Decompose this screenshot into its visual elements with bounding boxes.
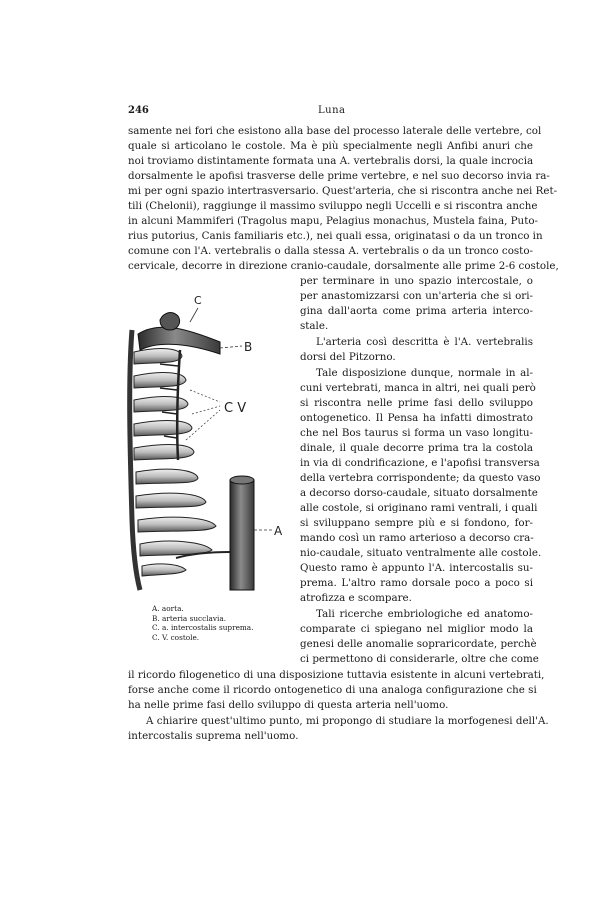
body-line: comparate ci spiegano nel miglior modo la — [300, 623, 533, 635]
body-line: dinale, il quale decorre prima tra la costola — [300, 442, 533, 454]
body-line: nio-caudale, situato ventralmente alle costole. — [300, 547, 542, 559]
body-line: A chiarire quest'ultimo punto, mi propongo di studiare la morfogenesi dell'A. — [146, 715, 549, 727]
body-line: cervicale, decorre in direzione cranio-caudale, dorsalmente alle prime 2-6 costole, — [128, 260, 559, 272]
page-number: 246 — [128, 105, 149, 116]
body-line: samente nei fori che esistono alla base del processo laterale delle vertebre, col — [128, 125, 542, 137]
body-line: prema. L'altro ramo dorsale poco a poco si — [300, 577, 533, 589]
running-title: Luna — [318, 105, 346, 116]
body-line: ha nelle prime fasi dello sviluppo di questa arteria nell'uomo. — [128, 699, 449, 711]
body-line: intercostalis suprema nell'uomo. — [128, 730, 299, 742]
body-line: dorsi del Pitzorno. — [300, 351, 396, 363]
body-line: il ricordo filogenetico di una disposizione tuttavia esistente in alcuni vertebrati, — [128, 669, 545, 681]
body-line: atrofizza e scompare. — [300, 592, 412, 604]
body-line: gina dall'aorta come prima arteria interco- — [300, 305, 533, 317]
legend-item: B. arteria succlavia. — [152, 613, 227, 623]
body-line: quale si articolano le costole. Ma è più specialmente negli Anfibi anuri che — [128, 140, 533, 152]
body-line: che nel Bos taurus si forma un vaso longitu- — [300, 427, 533, 439]
body-line: noi troviamo distintamente formata una A. vertebralis dorsi, la quale incrocia — [128, 155, 534, 167]
legend-item: C. V. costole. — [152, 632, 200, 642]
body-line: in via di condrificazione, e l'apofisi transversa — [300, 457, 540, 469]
body-line: comune con l'A. vertebralis o dalla stessa A. vertebralis o da un tronco costo- — [128, 245, 533, 257]
figure-label-c: C — [194, 294, 202, 307]
body-line: stale. — [300, 320, 329, 332]
aorta — [230, 480, 254, 590]
body-line: si riscontra nelle prime fasi dello sviluppo — [300, 397, 533, 409]
body-line: L'arteria così descritta è l'A. vertebralis — [316, 336, 533, 348]
body-line: mi per ogni spazio intertrasversario. Quest'arteria, che si riscontra anche nei Ret- — [128, 185, 558, 197]
costocervical-trunk — [160, 313, 180, 330]
figure-illustration — [120, 290, 290, 602]
body-line: Tali ricerche embriologiche ed anatomo- — [316, 608, 533, 620]
figure-legend — [152, 604, 253, 642]
body-line: cuni vertebrati, manca in altri, nei quali però — [300, 382, 536, 394]
body-line: alle costole, si originano rami ventrali, i quali — [300, 502, 538, 514]
page-header — [128, 105, 533, 121]
body-line: a decorso dorso-caudale, situato dorsalmente — [300, 487, 538, 499]
body-line: della vertebra corrispondente; da questo vaso — [300, 472, 541, 484]
figure-label-cv: C V — [224, 401, 247, 416]
body-line: Tale disposizione dunque, normale in al- — [316, 367, 533, 379]
figure-label-a: A — [274, 524, 283, 538]
ribs — [134, 349, 216, 576]
body-line: per anastomizzarsi con un'arteria che si ori- — [300, 290, 533, 302]
body-line: dorsalmente le apofisi trasverse delle prime vertebre, e nel suo decorso invia ra- — [128, 170, 550, 182]
body-line: mando così un ramo arterioso a decorso cra- — [300, 532, 534, 544]
body-line: rius putorius, Canis familiaris etc.), nei quali essa, originatasi o da un tronco in — [128, 230, 543, 242]
body-line: ci permettono di considerarle, oltre che come — [300, 653, 539, 665]
legend-item: C. a. intercostalis suprema. — [152, 623, 254, 632]
figure-label-b: B — [244, 340, 253, 354]
body-line: genesi delle anomalie sopraricordate, perchè — [300, 638, 537, 650]
body-line: in alcuni Mammiferi (Tragolus mapu, Pelagius monachus, Mustela faina, Puto- — [128, 215, 539, 227]
body-line: ontogenetico. Il Pensa ha infatti dimostrato — [300, 412, 533, 424]
anatomical-figure — [120, 290, 290, 602]
body-line: per terminare in uno spazio intercostale, o — [300, 275, 533, 287]
body-line: tili (Chelonii), raggiunge il massimo sviluppo negli Uccelli e si riscontra anche — [128, 200, 538, 212]
body-line: forse anche come il ricordo ontogenetico di una analoga configurazione che si — [128, 684, 537, 696]
legend-item: A. aorta. — [152, 604, 184, 613]
body-line: Questo ramo è appunto l'A. intercostalis su- — [300, 562, 533, 574]
body-line: si sviluppano sempre più e si fondono, for- — [300, 517, 533, 529]
